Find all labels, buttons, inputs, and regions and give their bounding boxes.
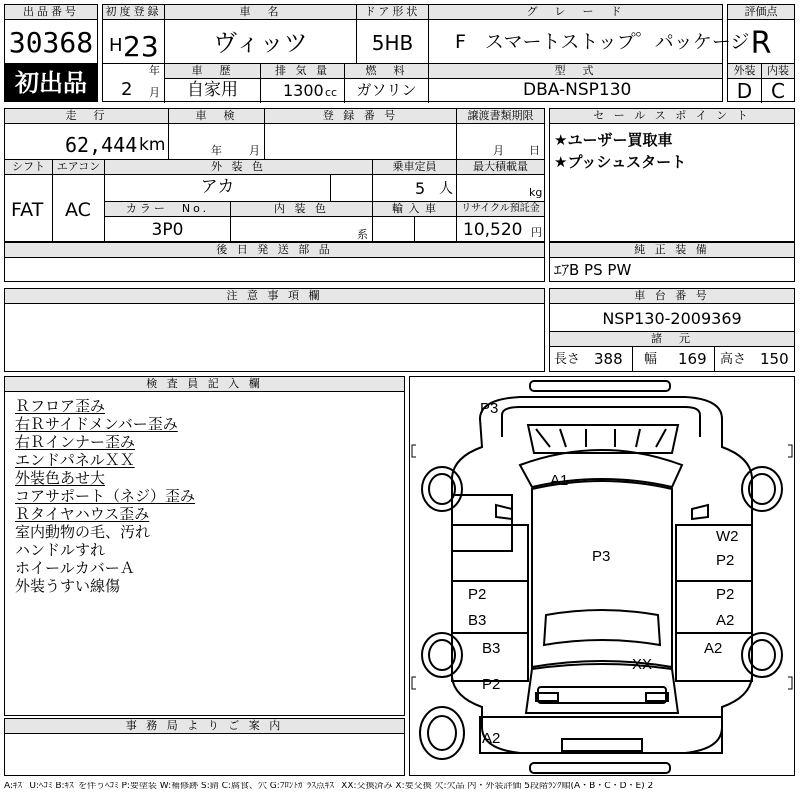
sales-points-label: セ ー ル ス ポ イ ン ト <box>550 109 794 124</box>
int-color-label: 内 装 色 <box>231 202 372 217</box>
damage-label-tailgate-xx: XX <box>632 656 653 673</box>
ac-label: エアコン <box>53 160 104 175</box>
left-rear-door <box>452 581 528 633</box>
interior-grade-label: 内装 <box>762 64 794 79</box>
chassis-label: 車 台 番 号 <box>550 289 794 304</box>
damage-label-right-front-door-p: P2 <box>716 552 735 569</box>
displacement-unit: cc <box>325 86 338 99</box>
width-value: 169 <box>678 350 707 368</box>
office-label: 事 務 局 よ り ご 案 内 <box>5 719 404 734</box>
grade-label: グ レ ー ド <box>429 5 722 20</box>
first-listing-badge <box>4 64 98 102</box>
fuel-value: ガソリン <box>356 81 417 99</box>
ac-value: AC <box>65 199 91 221</box>
import-label: 輸 入 車 <box>373 202 456 217</box>
length-value: 388 <box>594 350 623 368</box>
ext-color-label: 外 装 色 <box>105 160 372 175</box>
score-label: 評価点 <box>728 5 794 20</box>
score-value: R <box>750 26 772 61</box>
exterior-grade-label: 外装 <box>728 64 761 79</box>
right-front-door <box>676 525 752 581</box>
door-type: 5HB <box>371 31 414 55</box>
front-grille <box>528 425 678 453</box>
right-rear-door <box>676 581 752 633</box>
spec-label: 諸 元 <box>550 332 794 347</box>
width-label: 幅 <box>644 352 658 367</box>
first-listing-badge-text: 初出品 <box>15 69 87 97</box>
model-value: DBA-NSP130 <box>523 80 632 100</box>
shift-value: FAT <box>11 199 44 221</box>
later-parts-box <box>4 242 545 282</box>
length-label: 長さ <box>554 352 581 367</box>
damage-diagram <box>409 376 795 776</box>
reg-year-unit: 年 <box>149 64 160 77</box>
rear-window <box>544 610 660 645</box>
ext-color-value: アカ <box>200 177 235 197</box>
equipment-label: 純 正 装 備 <box>550 243 794 258</box>
damage-label-front-bumper: P3 <box>480 400 499 417</box>
transfer-label: 譲渡書類期限 <box>457 109 544 124</box>
damage-label-hood: A1 <box>550 472 569 489</box>
tailgate <box>526 664 678 713</box>
lot-number-cell <box>4 4 98 64</box>
inspector-note: 室内動物の毛、汚れ <box>15 523 151 541</box>
legend-text: A:ｷｽﾞ U:ﾍｺﾐ B:ｷｽﾞを伴うﾍｺﾐ P:要塗装 W:補修跡 S:錆 C:腐食、穴 G:ﾌﾛﾝﾄｶﾞﾗｽ点ｷｽﾞ XX:交換済み X:要交換 欠:欠品 内・外装評価 5段階ﾗﾝｸ順(A・B・C・D・E) 2 <box>4 782 654 791</box>
shift-label: シフト <box>5 160 52 175</box>
damage-label-right-front-door-w: W2 <box>716 528 739 545</box>
plate-label: 登 録 番 号 <box>265 109 456 124</box>
chassis-box <box>549 288 795 372</box>
recycle-unit: 円 <box>531 226 542 239</box>
fuel-label: 燃 料 <box>345 64 428 79</box>
lot-number-label: 出品番号 <box>5 5 97 20</box>
rear-bumper-bottom <box>530 763 670 773</box>
damage-label-rear-left-p: P2 <box>482 676 501 693</box>
recycle-value: 10,520 <box>463 220 523 240</box>
mileage-unit: km <box>139 135 166 155</box>
left-front-door <box>452 525 528 581</box>
load-label: 最大積載量 <box>457 160 544 175</box>
capacity-value: 5 <box>415 179 426 198</box>
displacement-value: 1300 <box>283 81 324 100</box>
inspector-notes-box <box>4 376 405 716</box>
hood <box>502 407 700 437</box>
transfer-day-unit: 日 <box>529 144 540 157</box>
reg-year: 23 <box>123 30 159 63</box>
front-bumper-top <box>530 381 670 391</box>
history-value: 自家用 <box>187 80 238 100</box>
exterior-grade-value: D <box>736 79 753 103</box>
capacity-label: 乗車定員 <box>373 160 456 175</box>
damage-label-rear-floor-a: A2 <box>482 730 501 747</box>
inspection-month-unit: 月 <box>249 144 260 157</box>
load-unit: kg <box>529 186 543 199</box>
color-no-value: 3P0 <box>151 220 184 240</box>
reg-month: 2 <box>121 79 133 100</box>
lot-number: 30368 <box>8 26 94 59</box>
inspector-note: コアサポート（ネジ）歪み <box>15 487 196 505</box>
interior-grade-value: C <box>771 79 785 103</box>
left-front-fender <box>452 495 512 551</box>
later-parts-label: 後 日 発 送 部 品 <box>5 243 544 258</box>
damage-label-right-rear-door-a: A2 <box>716 612 735 629</box>
inspector-note: 外装色あせ大 <box>15 469 106 487</box>
capacity-unit: 人 <box>439 181 453 197</box>
equipment-box <box>549 242 795 282</box>
car-name: ヴィッツ <box>213 29 308 57</box>
reg-era: H <box>109 35 123 56</box>
inspector-note: Ｒタイヤハウス歪み <box>15 505 150 523</box>
inspector-note: 外装うすい線傷 <box>15 577 121 595</box>
mileage-value: 62,444 <box>65 133 138 157</box>
damage-label-right-quarter-a: A2 <box>704 640 723 657</box>
inspection-year-unit: 年 <box>211 144 222 157</box>
damage-label-left-rear-door-p: P2 <box>468 586 487 603</box>
reg-month-unit: 月 <box>149 86 160 99</box>
first-reg-label: 初度登録 <box>103 5 164 20</box>
displacement-label: 排 気 量 <box>261 64 344 79</box>
damage-label-roof: P3 <box>592 548 611 565</box>
model-label: 型 式 <box>429 64 722 79</box>
vehicle-details-grid <box>4 108 545 242</box>
inspector-note: ホイールカバーＡ <box>15 559 135 577</box>
sales-points-box <box>549 108 795 242</box>
inspector-note: エンドパネルＸＸ <box>15 451 135 469</box>
int-color-suffix: 系 <box>357 228 368 241</box>
car-outline-diagram <box>410 377 794 775</box>
equipment-value: ｴｱB PS PW <box>554 261 632 279</box>
history-label: 車 歴 <box>165 64 260 79</box>
office-box <box>4 718 405 776</box>
rear-floor <box>480 717 722 753</box>
damage-label-right-rear-door-p: P2 <box>716 586 735 603</box>
grade-value: F スマートストップ゜パッケージ <box>455 31 750 53</box>
height-value: 150 <box>760 350 789 368</box>
sales-point-2: ★プッシュスタート <box>554 153 687 171</box>
chassis-value: NSP130-2009369 <box>602 309 742 328</box>
car-name-label: 車 名 <box>165 5 356 20</box>
score-grid <box>727 4 795 102</box>
door-type-label: ドア形状 <box>357 5 428 20</box>
sales-point-1: ★ユーザー買取車 <box>554 131 673 149</box>
transfer-month-unit: 月 <box>493 144 504 157</box>
inspection-label: 車 検 <box>169 109 264 124</box>
inspector-note: ハンドルすれ <box>15 541 106 559</box>
recycle-label: リサイクル預託金 <box>457 202 544 217</box>
inspector-note: 右Ｒサイドメンバー歪み <box>15 415 178 433</box>
color-no-label: カラー No. <box>105 202 230 217</box>
inspector-note: 右Ｒインナー歪み <box>15 433 136 451</box>
height-label: 高さ <box>720 352 747 367</box>
mileage-label: 走 行 <box>5 109 168 124</box>
caution-box <box>4 288 545 372</box>
spare-wheel <box>420 707 464 759</box>
inspector-note: Ｒフロア歪み <box>15 397 106 415</box>
damage-label-left-quarter-b: B3 <box>482 640 501 657</box>
caution-label: 注 意 事 項 欄 <box>5 289 544 304</box>
inspector-label: 検 査 員 記 入 欄 <box>5 377 404 392</box>
damage-label-left-rear-door-b: B3 <box>468 612 487 629</box>
